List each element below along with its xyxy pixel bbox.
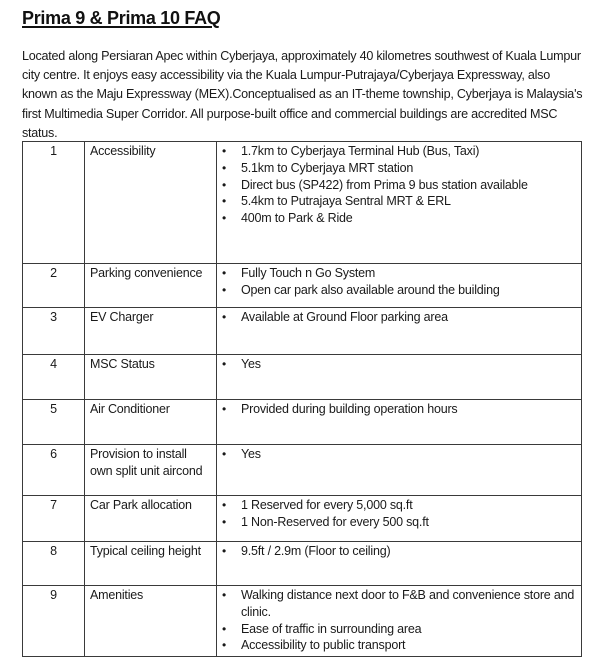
details-list bbox=[222, 309, 576, 326]
bullet-icon: • bbox=[222, 621, 227, 636]
details-list bbox=[222, 446, 576, 463]
details-list bbox=[222, 543, 576, 560]
bullet-icon: • bbox=[222, 282, 227, 297]
details-list-item bbox=[222, 265, 576, 282]
faq-row-details bbox=[217, 586, 582, 657]
details-list bbox=[222, 265, 576, 299]
details-list-item bbox=[222, 210, 576, 227]
bullet-icon: • bbox=[222, 638, 227, 653]
bullet-icon: • bbox=[222, 310, 227, 324]
faq-row-number: 7 bbox=[23, 496, 85, 542]
details-text: Provided during building operation hours bbox=[241, 402, 458, 416]
faq-row-topic: MSC Status bbox=[85, 355, 217, 400]
details-text: Yes bbox=[241, 447, 261, 461]
faq-row bbox=[23, 496, 582, 542]
faq-row-topic: Typical ceiling height bbox=[85, 542, 217, 586]
details-list-item bbox=[222, 497, 576, 514]
faq-row bbox=[23, 264, 582, 308]
details-text: 9.5ft / 2.9m (Floor to ceiling) bbox=[241, 544, 391, 558]
bullet-icon: • bbox=[222, 194, 227, 209]
bullet-icon: • bbox=[222, 211, 227, 226]
details-text: Available at Ground Floor parking area bbox=[241, 310, 448, 324]
bullet-icon: • bbox=[222, 544, 227, 558]
bullet-icon: • bbox=[222, 160, 227, 175]
details-text: 1.7km to Cyberjaya Terminal Hub (Bus, Taxi) bbox=[241, 144, 480, 158]
faq-row-topic: Amenities bbox=[85, 586, 217, 657]
faq-table bbox=[22, 141, 582, 657]
details-list-item bbox=[222, 282, 576, 299]
details-list bbox=[222, 497, 576, 531]
bullet-icon: • bbox=[222, 177, 227, 192]
faq-row-topic: Accessibility bbox=[85, 142, 217, 264]
faq-row bbox=[23, 142, 582, 264]
details-list-item bbox=[222, 309, 576, 326]
details-list-item bbox=[222, 446, 576, 463]
bullet-icon: • bbox=[222, 402, 227, 416]
faq-row-details bbox=[217, 445, 582, 496]
bullet-icon: • bbox=[222, 498, 227, 512]
details-list bbox=[222, 587, 576, 654]
faq-row-topic: Provision to install own split unit aircond bbox=[85, 445, 217, 496]
faq-row-topic: EV Charger bbox=[85, 308, 217, 355]
bullet-icon: • bbox=[222, 588, 227, 602]
details-list-item bbox=[222, 143, 576, 160]
details-text: Ease of traffic in surrounding area bbox=[241, 621, 422, 636]
details-text: Yes bbox=[241, 357, 261, 371]
bullet-icon: • bbox=[222, 144, 227, 158]
faq-row-number: 1 bbox=[23, 142, 85, 264]
details-list-item bbox=[222, 193, 576, 210]
faq-row-number: 5 bbox=[23, 400, 85, 445]
faq-row-topic: Air Conditioner bbox=[85, 400, 217, 445]
details-text: Walking distance next door to F&B and convenience store and clinic. bbox=[241, 588, 575, 619]
faq-table-body bbox=[23, 142, 582, 657]
faq-row-number: 2 bbox=[23, 264, 85, 308]
faq-row-details bbox=[217, 142, 582, 264]
bullet-icon: • bbox=[222, 266, 227, 280]
details-list-item bbox=[222, 177, 576, 194]
faq-row-details bbox=[217, 355, 582, 400]
faq-row-details bbox=[217, 400, 582, 445]
details-list-item bbox=[222, 543, 576, 560]
faq-row-topic: Car Park allocation bbox=[85, 496, 217, 542]
faq-row-topic: Parking convenience bbox=[85, 264, 217, 308]
document-title: Prima 9 & Prima 10 FAQ bbox=[22, 8, 221, 28]
details-text: 1 Reserved for every 5,000 sq.ft bbox=[241, 498, 413, 512]
faq-row-details bbox=[217, 496, 582, 542]
details-text: 5.4km to Putrajaya Sentral MRT & ERL bbox=[241, 194, 451, 209]
faq-row bbox=[23, 308, 582, 355]
bullet-icon: • bbox=[222, 357, 227, 371]
faq-row-number: 3 bbox=[23, 308, 85, 355]
intro-paragraph: Located along Persiaran Apec within Cyberjaya, approximately 40 kilometres southwest of Kuala Lumpur city centre. It enjoys easy accessibility via the Kuala Lumpur-Putrajaya/Cyberjaya Expressway, also known as the Maju Expressway (MEX).Conceptualised as an IT-theme township, Cyberjaya is Malaysia's first Multimedia Super Corridor. All purpose-built office and commercial buildings are accredited MSC status. bbox=[22, 49, 583, 140]
bullet-icon: • bbox=[222, 514, 227, 529]
faq-row-details bbox=[217, 308, 582, 355]
details-list-item bbox=[222, 621, 576, 638]
faq-row bbox=[23, 400, 582, 445]
details-list-item bbox=[222, 160, 576, 177]
details-text: Accessibility to public transport bbox=[241, 638, 406, 653]
details-list-item bbox=[222, 514, 576, 531]
details-text: Direct bus (SP422) from Prima 9 bus station available bbox=[241, 177, 528, 192]
faq-row bbox=[23, 355, 582, 400]
faq-row bbox=[23, 445, 582, 496]
details-text: 1 Non-Reserved for every 500 sq.ft bbox=[241, 514, 429, 529]
details-list bbox=[222, 401, 576, 418]
details-list-item bbox=[222, 401, 576, 418]
faq-row-number: 9 bbox=[23, 586, 85, 657]
faq-row-details bbox=[217, 542, 582, 586]
faq-row-number: 8 bbox=[23, 542, 85, 586]
faq-row bbox=[23, 586, 582, 657]
faq-row bbox=[23, 542, 582, 586]
bullet-icon: • bbox=[222, 447, 227, 461]
faq-row-number: 4 bbox=[23, 355, 85, 400]
faq-row-number: 6 bbox=[23, 445, 85, 496]
details-list bbox=[222, 356, 576, 373]
details-text: 5.1km to Cyberjaya MRT station bbox=[241, 160, 414, 175]
details-list-item bbox=[222, 637, 576, 654]
details-list bbox=[222, 143, 576, 227]
details-text: Open car park also available around the building bbox=[241, 282, 500, 297]
details-list-item bbox=[222, 356, 576, 373]
details-list-item bbox=[222, 587, 576, 621]
faq-row-details bbox=[217, 264, 582, 308]
details-text: Fully Touch n Go System bbox=[241, 266, 376, 280]
details-text: 400m to Park & Ride bbox=[241, 211, 353, 226]
